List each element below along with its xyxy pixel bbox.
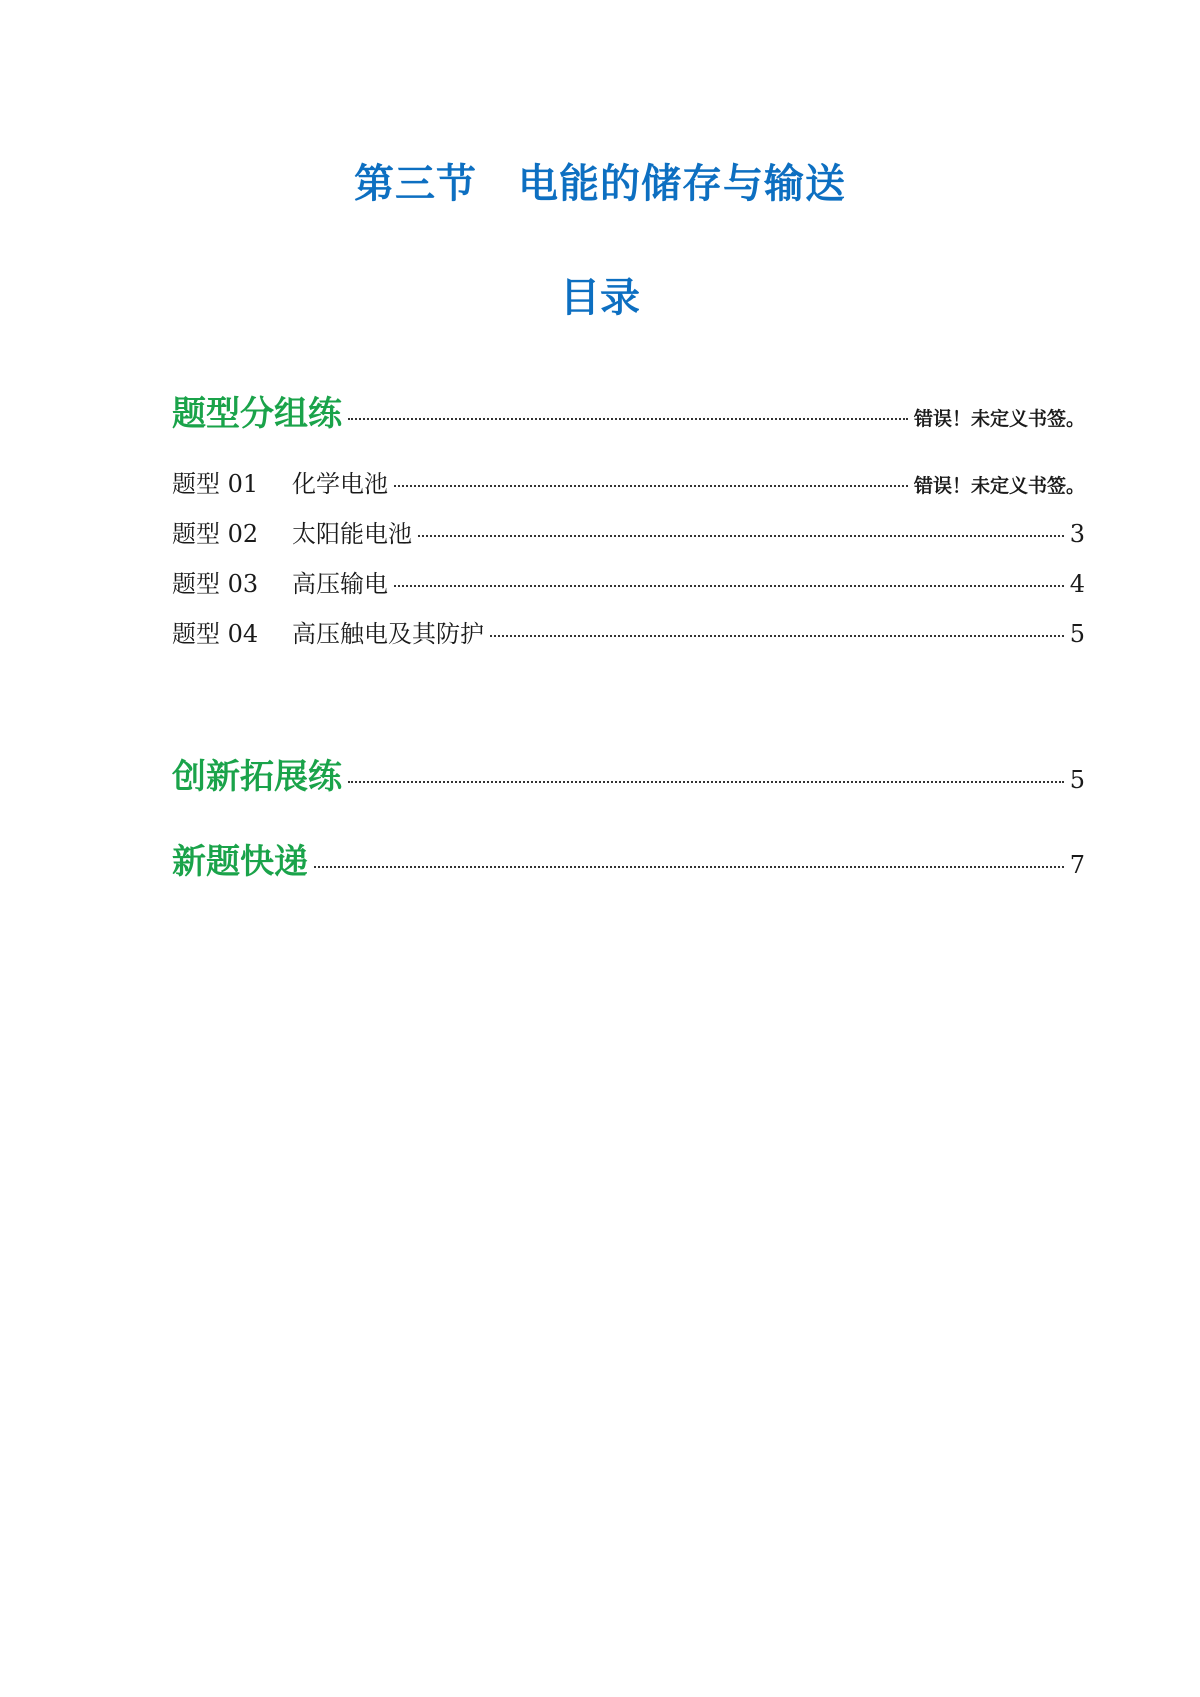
toc-item-label: 高压触电及其防护 [292,620,484,648]
toc-page-ref: 错误！未定义书签。 [913,475,1085,497]
page-title: 第三节 电能的储存与输送 [354,161,846,207]
toc-item-label: 太阳能电池 [292,520,412,548]
toc-leader-dots [314,866,1064,868]
toc-section-label: 新题快递 [172,842,308,882]
toc-item-number: 题型 03 [172,570,259,598]
toc-item-number: 题型 01 [172,470,259,498]
toc-page-number: 5 [1069,766,1085,794]
toc-leader-dots [348,418,908,420]
toc-page-number: 7 [1069,851,1085,879]
toc-page-number: 3 [1069,520,1085,548]
toc-page-number: 4 [1069,570,1085,598]
toc-item-number: 题型 02 [172,520,259,548]
toc-section-new-questions[interactable] [172,840,1085,884]
toc-item-number: 题型 04 [172,620,259,648]
toc-section-innovation-practice[interactable] [172,755,1085,799]
toc-page-number: 5 [1069,620,1085,648]
toc-item-label: 化学电池 [292,470,388,498]
toc-item-label: 高压输电 [292,570,388,598]
toc-section-grouped-practice[interactable] [172,392,1085,436]
toc-leader-dots [394,485,908,487]
toc-leader-dots [418,535,1064,537]
toc-item-03[interactable] [172,567,1085,601]
toc-heading: 目录 [560,275,640,321]
toc-leader-dots [348,781,1064,783]
toc-leader-dots [490,635,1064,637]
toc-section-label: 题型分组练 [172,394,342,434]
toc-item-04[interactable] [172,617,1085,651]
toc-leader-dots [394,585,1064,587]
toc-item-02[interactable] [172,517,1085,551]
toc-section-label: 创新拓展练 [172,757,342,797]
toc-item-01[interactable] [172,467,1085,503]
toc-page-ref: 错误！未定义书签。 [913,408,1085,430]
